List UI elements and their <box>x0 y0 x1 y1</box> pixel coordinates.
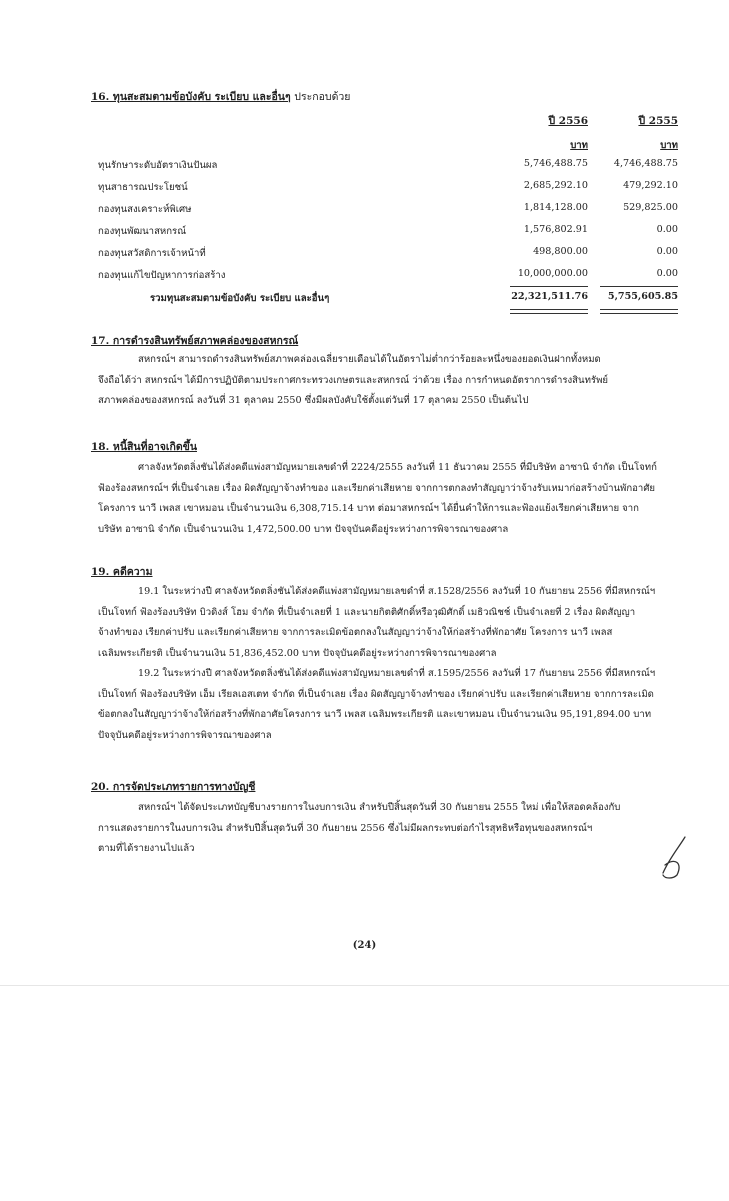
handwritten-initials-icon <box>655 835 695 880</box>
section-18-title: 18. หนี้สินที่อาจเกิดขึ้น <box>91 441 198 453</box>
value-2556: 1,576,802.91 <box>523 224 588 235</box>
paragraph-line: จึงถือได้ว่า สหกรณ์ฯ ได้มีการปฏิบัติตามประกาศกระทรวงเกษตรและสหกรณ์ ว่าด้วย เรื่อง การกำหนดอัตราการดำรงสินทรัพย์ <box>98 374 609 386</box>
value-2556: 1,814,128.00 <box>523 202 588 213</box>
row-label: ทุนรักษาระดับอัตราเงินปันผล <box>98 160 218 171</box>
total-label: รวมทุนสะสมตามข้อบังคับ ระเบียบ และอื่นๆ <box>150 293 330 304</box>
paragraph-line: เป็นโจทก์ ฟ้องร้องบริษัท บิวดิงส์ โฮม จำกัด ที่เป็นจำเลยที่ 1 และนายกิตติศักดิ์หรือวุฒิศักดิ์ เมธิวณิชช์ เป็นจำเลยที่ 2 เรื่อง ผิดสัญญา <box>98 606 636 618</box>
paragraph-line: สภาพคล่องของสหกรณ์ ลงวันที่ 31 ตุลาคม 2550 ซึ่งมีผลบังคับใช้ตั้งแต่วันที่ 17 ตุลาคม 2550 เป็นต้นไป <box>98 395 529 406</box>
page-blank-area <box>0 985 729 1201</box>
paragraph-line: สหกรณ์ฯ สามารถดำรงสินทรัพย์สภาพคล่องเฉลี่ยรายเดือนได้ในอัตราไม่ต่ำกว่าร้อยละหนึ่งของยอดเงินฝากทั้งหมด <box>138 354 601 365</box>
value-2555: 0.00 <box>656 268 678 279</box>
paragraph-line: 19.2 ในระหว่างปี ศาลจังหวัดตลิ่งชันได้ส่งคดีแพ่งสามัญหมายเลขดำที่ ส.1595/2556 ลงวันที่ 17 กันยายน 2556 ที่มีสหกรณ์ฯ <box>138 668 656 679</box>
paragraph-line: ข้อตกลงในสัญญาว่าจ้างให้ก่อสร้างที่พักอาศัยโครงการ นาวี เพลส เฉลิมพระเกียรติ และเขาหมอน เป็นจำนวนเงิน 95,191,894.00 บาท <box>98 709 652 720</box>
paragraph-line: ปัจจุบันคดีอยู่ระหว่างการพิจารณาของศาล <box>98 729 272 741</box>
section-18-body <box>98 458 657 540</box>
row-label: ทุนสาธารณประโยชน์ <box>98 182 188 193</box>
section-20-body <box>98 798 620 860</box>
paragraph-line: เป็นโจทก์ ฟ้องร้องบริษัท เอ็ม เรียลเอสเตท จำกัด ที่เป็นจำเลย เรื่อง ผิดสัญญาจ้างทำของ เรียกค่าปรับ และเรียกค่าเสียหาย จากการละเมิด <box>98 688 654 700</box>
column-header-2556: ปี 2556 <box>548 115 588 127</box>
subtotal-rule-2556 <box>510 286 588 287</box>
paragraph-line: ตามที่ได้รายงานไปแล้ว <box>98 843 195 854</box>
value-2555: 479,292.10 <box>623 180 678 191</box>
column-header-2555: ปี 2555 <box>638 115 678 127</box>
value-2555: 529,825.00 <box>623 202 678 213</box>
section-19-heading <box>91 563 153 580</box>
section-19-title: 19. คดีความ <box>91 566 153 578</box>
paragraph-line: การแสดงรายการในงบการเงิน สำหรับปีสิ้นสุดวันที่ 30 กันยายน 2556 ซึ่งไม่มีผลกระทบต่อกำไรสุทธิหรือทุนของสหกรณ์ฯ <box>98 822 593 834</box>
unit-label-2556: บาท <box>570 140 588 151</box>
value-2556: 2,685,292.10 <box>523 180 588 191</box>
row-label: กองทุนสวัสดิการเจ้าหน้าที่ <box>98 248 206 259</box>
paragraph-line: เฉลิมพระเกียรติ เป็นจำนวนเงิน 51,836,452.00 บาท ปัจจุบันคดีอยู่ระหว่างการพิจารณาของศาล <box>98 647 497 659</box>
total-double-rule-2556 <box>510 309 588 314</box>
value-2556: 10,000,000.00 <box>517 268 588 279</box>
value-2555: 0.00 <box>656 246 678 257</box>
section-17-body <box>98 350 608 412</box>
value-2556: 498,800.00 <box>533 246 588 257</box>
paragraph-line: สหกรณ์ฯ ได้จัดประเภทบัญชีบางรายการในงบการเงิน สำหรับปีสิ้นสุดวันที่ 30 กันยายน 2555 ใหม่ เพื่อให้สอดคล้องกับ <box>138 802 621 813</box>
value-2555: 4,746,488.75 <box>613 158 678 169</box>
section-18-heading <box>91 438 197 455</box>
unit-label-2555: บาท <box>660 140 678 151</box>
paragraph-line: 19.1 ในระหว่างปี ศาลจังหวัดตลิ่งชันได้ส่งคดีแพ่งสามัญหมายเลขดำที่ ส.1528/2556 ลงวันที่ 10 กันยายน 2556 ที่มีสหกรณ์ฯ <box>138 586 656 597</box>
paragraph-line: บริษัท อาซานิ จำกัด เป็นจำนวนเงิน 1,472,500.00 บาท ปัจจุบันคดีอยู่ระหว่างการพิจารณาของศาล <box>98 523 509 535</box>
total-2556: 22,321,511.76 <box>511 291 588 302</box>
section-16-heading <box>91 88 350 105</box>
section-16-title-tail: ประกอบด้วย <box>294 91 351 103</box>
section-19-body <box>98 582 655 746</box>
page-number: (24) <box>352 940 377 951</box>
section-20-title: 20. การจัดประเภทรายการทางบัญชี <box>91 781 256 793</box>
row-label: กองทุนพัฒนาสหกรณ์ <box>98 226 187 237</box>
section-16-title: 16. ทุนสะสมตามข้อบังคับ ระเบียบ และอื่นๆ <box>91 91 291 103</box>
section-17-heading <box>91 332 298 349</box>
row-label: กองทุนแก้ไขปัญหาการก่อสร้าง <box>98 270 226 281</box>
row-label: กองทุนสงเคราะห์พิเศษ <box>98 204 192 215</box>
subtotal-rule-2555 <box>600 286 678 287</box>
total-double-rule-2555 <box>600 309 678 314</box>
value-2556: 5,746,488.75 <box>523 158 588 169</box>
paragraph-line: จ้างทำของ เรียกค่าปรับ และเรียกค่าเสียหาย จากการละเมิดข้อตกลงในสัญญาว่าจ้างให้ก่อสร้างที่พักอาศัย โครงการ นาวี เพลส <box>98 627 613 638</box>
paragraph-line: โครงการ นาวี เพลส เขาหมอน เป็นจำนวนเงิน 6,308,715.14 บาท ต่อมาสหกรณ์ฯ ได้ยื่นคำให้การและฟ้องแย้งเรียกค่าเสียหาย จาก <box>98 503 639 514</box>
paragraph-line: ฟ้องร้องสหกรณ์ฯ ที่เป็นจำเลย เรื่อง ผิดสัญญาจ้างทำของ และเรียกค่าเสียหาย จากการตกลงทำสัญญาว่าจ้างรับเหมาก่อสร้างบ้านพักอาศัย <box>98 482 656 494</box>
paragraph-line: ศาลจังหวัดตลิ่งชันได้ส่งคดีแพ่งสามัญหมายเลขดำที่ 2224/2555 ลงวันที่ 11 ธันวาคม 2555 ที่มีบริษัท อาซานิ จำกัด เป็นโจทก์ <box>138 462 657 473</box>
total-2555: 5,755,605.85 <box>607 291 678 302</box>
value-2555: 0.00 <box>656 224 678 235</box>
section-17-title: 17. การดำรงสินทรัพย์สภาพคล่องของสหกรณ์ <box>91 335 299 347</box>
section-20-heading <box>91 778 255 795</box>
